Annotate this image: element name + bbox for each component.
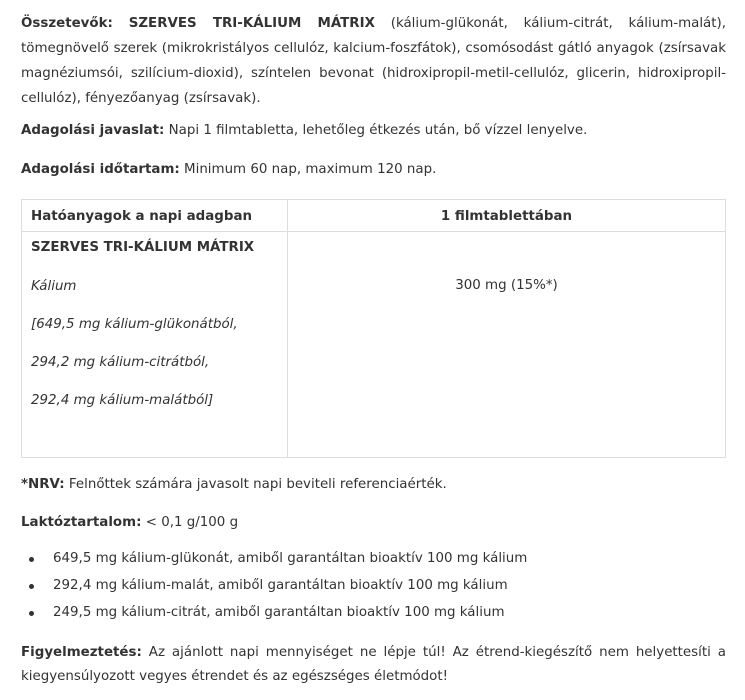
nrv-label: *NRV: [21, 477, 65, 492]
dosage-text: Napi 1 filmtabletta, lehetőleg étkezés után, bő vízzel lenyelve. [168, 123, 588, 138]
nrv-text: Felnőttek számára javasolt napi beviteli referenciaérték. [68, 477, 447, 492]
duration-text: Minimum 60 nap, maximum 120 nap. [184, 162, 437, 177]
table-amount-value: 300 mg (15%*) [455, 278, 558, 293]
warning-text: Az ajánlott napi mennyiséget ne lépje túl! Az étrend-kiegészítő nem helyettesíti a kiegyensúlyozott vegyes étrendet és az egészséges életmódot! [21, 645, 726, 684]
table-ingredient-potassium: Kálium [31, 279, 77, 294]
list-item [21, 576, 726, 603]
bullet-dot-icon [29, 611, 34, 616]
lactose-label: Laktóztartalom: [21, 515, 142, 530]
table-header-cell [288, 200, 726, 232]
lactose-paragraph [21, 513, 726, 533]
ingredients-label: Összetevők: [21, 16, 113, 31]
ingredients-matrix-name: SZERVES TRI-KÁLIUM MÁTRIX [128, 16, 375, 31]
bullet-dot-icon [29, 584, 34, 589]
table-ingredient-malate: 292,4 mg kálium-malátból] [31, 393, 214, 408]
table-header-row [22, 200, 726, 232]
ingredients-text: (kálium-glükonát, kálium-citrát, kálium-malát), tömegnövelő szerek (mikrokristályos cellulóz, kalcium-foszfátok), csomósodást gátló anyagok (zsírsavak magnéziumsói, szilícium-dioxid), színtelen bevonat (hidroxipropil-metil-cellulóz, glicerin, hidroxipropil-cellulóz), fényezőanyag (zsírsavak). [21, 16, 726, 106]
table-header-cell [22, 200, 288, 232]
dosage-label: Adagolási javaslat: [21, 123, 165, 138]
table-row [22, 232, 726, 458]
list-item-text: 649,5 mg kálium-glükonát, amiből garantáltan bioaktív 100 mg kálium [53, 551, 528, 566]
dosage-paragraph [21, 121, 726, 141]
list-item [21, 603, 726, 630]
nrv-paragraph [21, 475, 726, 495]
warning-label: Figyelmeztetés: [21, 645, 142, 660]
list-item-text: 249,5 mg kálium-citrát, amiből garantáltan bioaktív 100 mg kálium [53, 605, 505, 620]
table-ingredient-citrate: 294,2 mg kálium-citrátból, [31, 355, 210, 370]
list-item-text: 292,4 mg kálium-malát, amiből garantáltan bioaktív 100 mg kálium [53, 578, 508, 593]
bullet-dot-icon [29, 557, 34, 562]
duration-label: Adagolási időtartam: [21, 162, 180, 177]
table-cell-amount [288, 232, 726, 458]
table-ingredient-gluconate: [649,5 mg kálium-glükonátból, [31, 317, 238, 332]
table-matrix-title: SZERVES TRI-KÁLIUM MÁTRIX [31, 240, 255, 255]
lactose-text: < 0,1 g/100 g [145, 515, 239, 530]
list-item [21, 549, 726, 576]
table-cell-ingredients [22, 232, 288, 458]
header-per-tablet: 1 filmtablettában [440, 209, 573, 224]
duration-paragraph [21, 160, 726, 180]
bullet-list [21, 549, 726, 630]
warning-paragraph [21, 641, 726, 689]
ingredients-paragraph [21, 11, 726, 111]
nutrition-table [21, 199, 726, 458]
header-active-ingredients: Hatóanyagok a napi adagban [31, 209, 253, 224]
